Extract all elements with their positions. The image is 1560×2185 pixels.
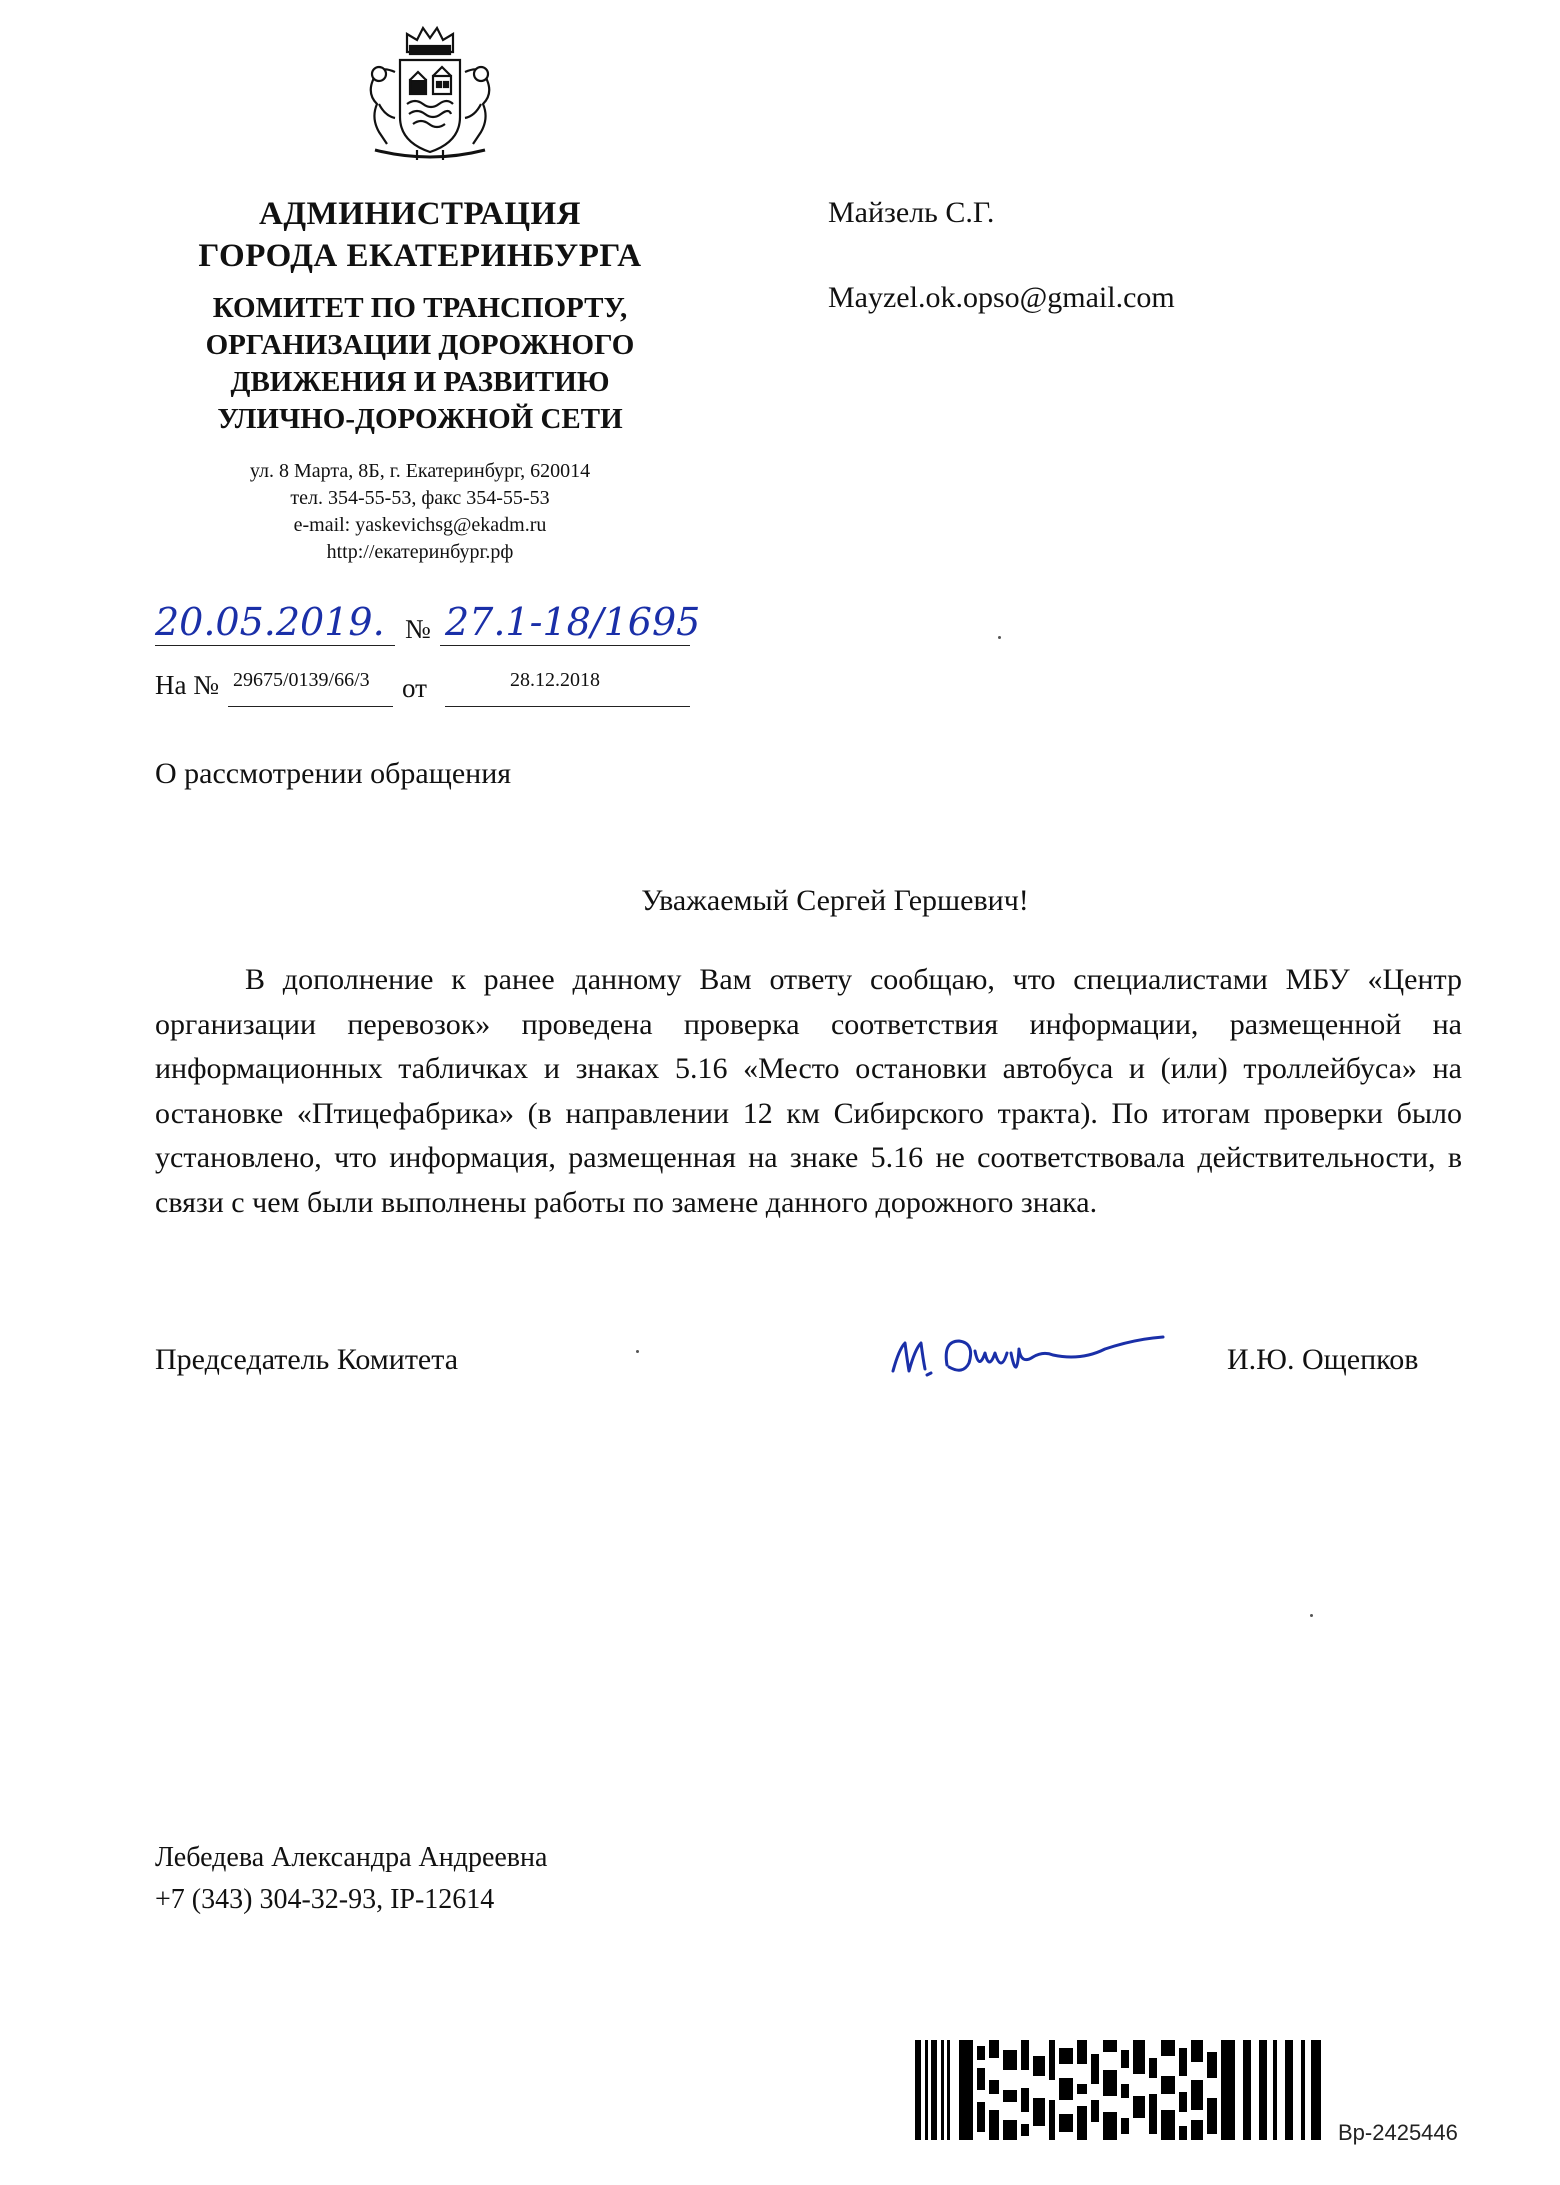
from-label: от xyxy=(402,673,427,703)
committee-line: КОМИТЕТ ПО ТРАНСПОРТУ, xyxy=(212,292,628,324)
committee-name xyxy=(150,290,690,438)
document-code: Вр-2425446 xyxy=(1338,2120,1458,2145)
org-line-2: ГОРОДА ЕКАТЕРИНБУРГА xyxy=(198,238,642,274)
letter-body xyxy=(155,958,1462,1225)
number-sign: № xyxy=(405,614,431,644)
address-line: ул. 8 Марта, 8Б, г. Екатеринбург, 620014 xyxy=(249,460,591,482)
executor-name: Лебедева Александра Андреевна xyxy=(155,1842,548,1873)
committee-line: ДВИЖЕНИЯ И РАЗВИТИЮ xyxy=(230,366,610,398)
in-reply-number: 29675/0139/66/3 xyxy=(233,669,370,691)
letter-subject: О рассмотрении обращения xyxy=(155,757,512,790)
date-underline xyxy=(155,645,395,646)
executor-phone: +7 (343) 304-32-93, IP-12614 xyxy=(155,1884,495,1915)
in-reply-label: На № xyxy=(155,670,219,700)
committee-line: УЛИЧНО-ДОРОЖНОЙ СЕТИ xyxy=(217,403,623,435)
signatory-name: И.Ю. Ощепков xyxy=(1227,1343,1419,1376)
from-date: 28.12.2018 xyxy=(510,669,600,691)
document-barcode xyxy=(915,2040,1325,2140)
scan-speck xyxy=(1310,1614,1313,1617)
email-line: e-mail: yaskevichsg@ekadm.ru xyxy=(293,514,547,536)
recipient-email: Mayzel.ok.opso@gmail.com xyxy=(828,281,1175,314)
handwritten-registration-number: 27.1-18/1695 xyxy=(445,600,701,644)
number-underline xyxy=(440,645,690,646)
contact-address-block xyxy=(150,458,690,566)
handwritten-registration-date: 20.05.2019. xyxy=(155,600,385,644)
scan-speck xyxy=(636,1350,639,1353)
scan-speck xyxy=(998,636,1001,639)
signatory-title: Председатель Комитета xyxy=(155,1343,459,1376)
body-paragraph: В дополнение к ранее данному Вам ответу сообщаю, что специалистами МБУ «Центр организации перевозок» проведена проверка соответствия информации, размещенной на информационных табличках и знаках 5.16 «Место остановки автобуса и (или) троллейбуса» на остановке «Птицефабрика» (в направлении 12 км Сибирского тракта). По итогам проверки было установлено, что информация, размещенная на знаке 5.16 не соответствовала действительности, в связи с чем были выполнены работы по замене данного дорожного знака. xyxy=(155,963,1462,1219)
recipient-name: Майзель С.Г. xyxy=(828,196,995,229)
handwritten-signature xyxy=(885,1313,1170,1393)
in-reply-underline xyxy=(228,706,393,707)
committee-line: ОРГАНИЗАЦИИ ДОРОЖНОГО xyxy=(205,329,635,361)
organization-name xyxy=(150,193,690,277)
website-line: http://екатеринбург.рф xyxy=(326,541,514,563)
phone-line: тел. 354-55-53, факс 354-55-53 xyxy=(290,487,550,509)
coat-of-arms-emblem xyxy=(355,22,505,167)
org-line-1: АДМИНИСТРАЦИЯ xyxy=(259,196,581,232)
salutation: Уважаемый Сергей Гершевич! xyxy=(641,884,1029,917)
from-underline xyxy=(445,706,690,707)
